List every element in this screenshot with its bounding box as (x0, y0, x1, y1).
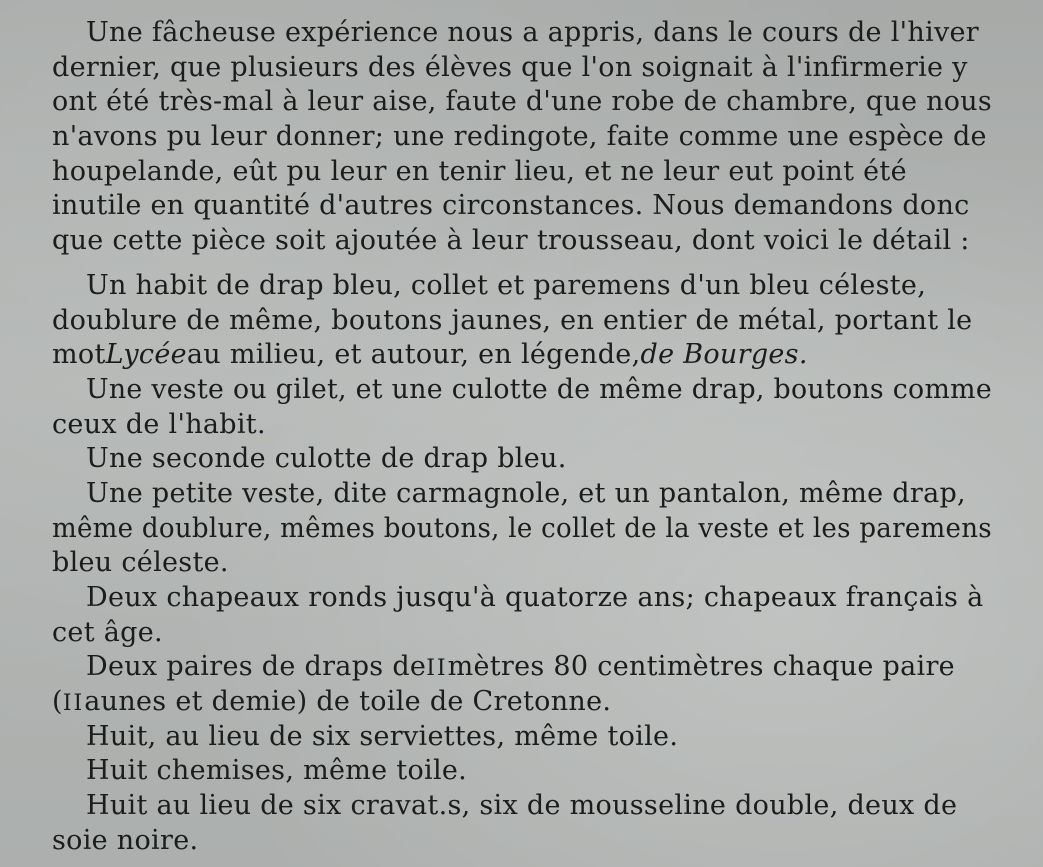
item-line (52, 685, 992, 720)
text-fragment: mot (52, 339, 106, 371)
text-line: Huit au lieu de six cravat.s, six de mousseline double, deux de (86, 790, 958, 822)
text-line: dernier, que plusieurs des élèves que l'on soignait à l'infirmerie y (52, 51, 968, 83)
paragraph-gap (52, 259, 992, 269)
text-line: soie noire. (52, 824, 199, 856)
item-line (52, 373, 992, 408)
text-line: houpelande, eût pu leur en tenir lieu, et ne leur eut point été (52, 155, 907, 187)
item-line (52, 650, 992, 685)
item-line (52, 546, 992, 581)
item-line (52, 304, 992, 339)
text-line: ceux de l'habit. (52, 408, 266, 440)
document-text (52, 16, 992, 859)
text-line: Huit, au lieu de six serviettes, même toile. (86, 720, 679, 752)
text-fragment: aunes et demie) de toile de Cretonne. (84, 686, 612, 718)
text-line: cet âge. (52, 616, 163, 648)
text-line: bleu céleste. (52, 547, 229, 579)
item-line (52, 581, 992, 616)
text-fragment: ( (52, 686, 63, 718)
text-line (86, 650, 955, 687)
paragraph-line (52, 51, 992, 86)
item-line (52, 754, 992, 789)
paragraph-line (52, 16, 992, 51)
text-line (52, 685, 611, 722)
text-line: Une seconde culotte de drap bleu. (86, 443, 567, 475)
paragraph-line (52, 224, 992, 259)
text-line: n'avons pu leur donner; une redingote, faite comme une espèce de (52, 121, 987, 153)
item-line (52, 269, 992, 304)
item-line (52, 512, 992, 547)
text-line: Huit chemises, même toile. (86, 755, 468, 787)
text-fragment: Deux paires de draps de (86, 651, 427, 683)
item-line (52, 477, 992, 512)
text-line: que cette pièce soit ajoutée à leur trousseau, dont voici le détail : (52, 225, 970, 257)
italic-fragment: de Bourges. (640, 339, 808, 371)
item-line (52, 408, 992, 443)
item-line (52, 442, 992, 477)
paragraph-line (52, 120, 992, 155)
text-line: Une veste ou gilet, et une culotte de même drap, boutons comme (86, 373, 992, 405)
text-fragment: au milieu, et autour, en légende, (186, 339, 641, 371)
paragraph-line (52, 189, 992, 224)
item-line (52, 789, 992, 824)
item-line (52, 720, 992, 755)
text-line: doublure de même, boutons jaunes, en entier de métal, portant le (52, 304, 973, 336)
text-line: Deux chapeaux ronds jusqu'à quatorze ans; chapeaux français à (86, 582, 984, 613)
item-line (52, 824, 992, 859)
text-line: Une petite veste, dite carmagnole, et un pantalon, même drap, (86, 477, 966, 509)
item-line (52, 338, 992, 373)
oldstyle-number: II (62, 691, 85, 717)
text-fragment: mètres 80 centimètres chaque paire (447, 651, 955, 683)
italic-fragment: Lycée (105, 339, 187, 371)
text-line: même doublure, mêmes boutons, le collet de la veste et les paremens (52, 512, 992, 544)
text-line: Une fâcheuse expérience nous a appris, dans le cours de l'hiver (86, 17, 980, 48)
paragraph-line (52, 85, 992, 120)
paragraph-line (52, 155, 992, 190)
item-line (52, 616, 992, 651)
text-line: Un habit de drap bleu, collet et paremens d'un bleu céleste, (86, 269, 927, 301)
text-line: inutile en quantité d'autres circonstances. Nous demandons donc (52, 190, 970, 222)
text-line (52, 338, 808, 373)
oldstyle-number: II (426, 656, 448, 682)
text-line: ont été très-mal à leur aise, faute d'une robe de chambre, que nous (52, 86, 992, 118)
